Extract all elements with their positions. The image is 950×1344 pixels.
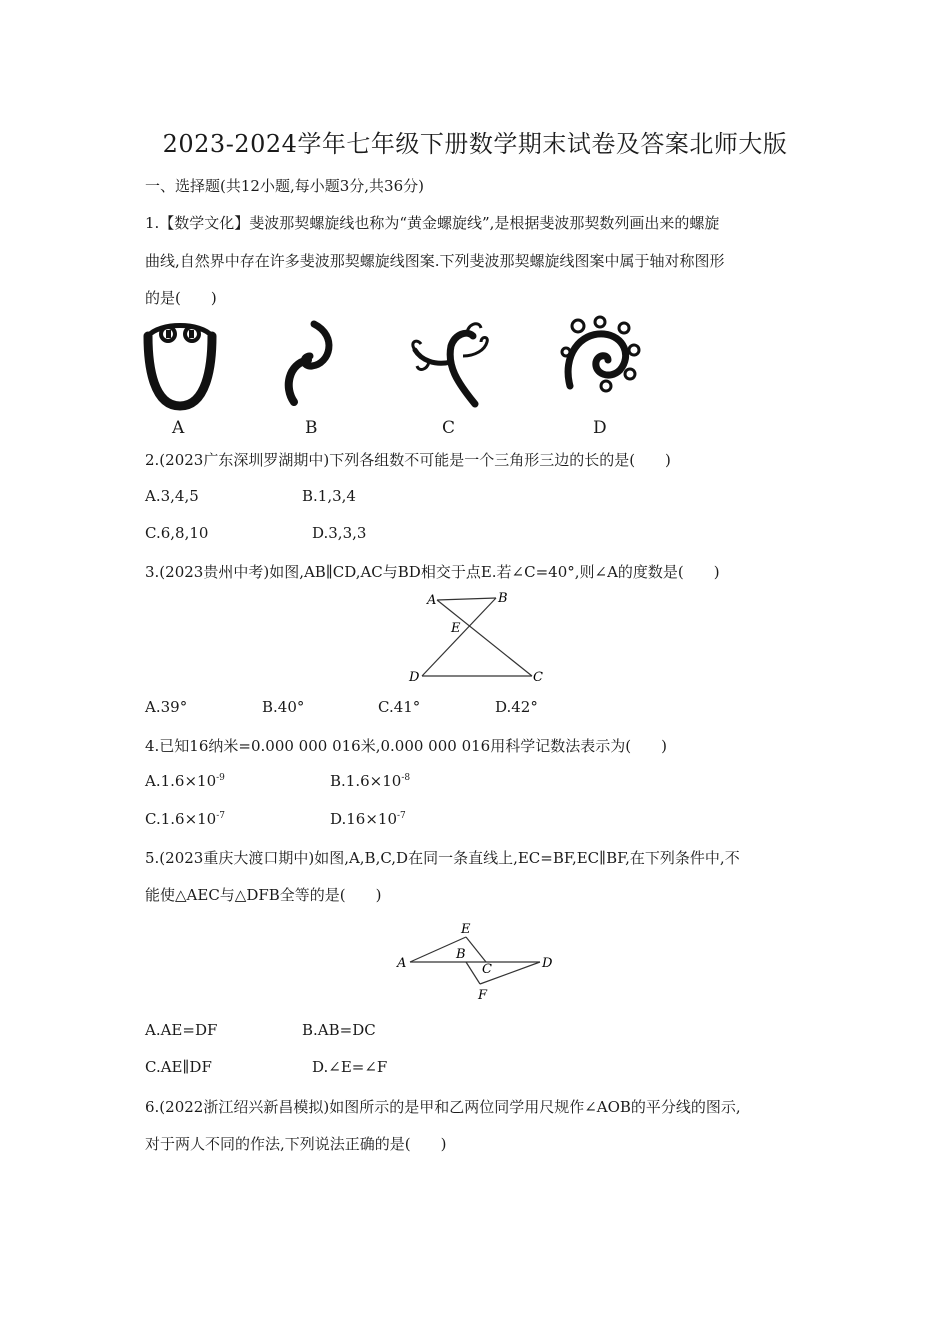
spiral-figure-a [140,318,220,410]
point-label-b: B [456,947,466,962]
q3-geometry-figure [400,588,560,688]
q5-option-a[interactable]: A.AE=DF [145,1021,218,1039]
q3-option-a[interactable]: A.39° [145,698,188,716]
q4-option-d-base: D.16×10 [330,810,398,828]
q5-geometry-figure [392,918,562,1008]
q5-line1: 5.(2023重庆大渡口期中)如图,A,B,C,D在同一条直线上,EC=BF,EC∥BF,在下列条件中,不 [145,849,740,867]
point-label-c: C [533,670,543,685]
q3-option-c[interactable]: C.41° [378,698,421,716]
q4-option-c-exp: -7 [216,811,226,821]
q4-option-b-exp: -8 [401,773,411,783]
q4-option-c-base: C.1.6×10 [145,810,217,828]
q2-option-d[interactable]: D.3,3,3 [312,524,367,542]
q5-option-c[interactable]: C.AE∥DF [145,1058,212,1076]
q1-line1: 1.【数学文化】斐波那契螺旋线也称为“黄金螺旋线”,是根据斐波那契数列画出来的螺旋 [145,214,720,232]
q4-option-a-exp: -9 [216,773,225,783]
q3-option-d[interactable]: D.42° [495,698,538,716]
spiral-figure-b [280,318,340,408]
point-label-c: C [482,962,492,977]
option-label-a: A [172,418,185,438]
q2-option-b[interactable]: B.1,3,4 [302,487,356,505]
section-heading: 一、选择题(共12小题,每小题3分,共36分) [145,177,424,195]
q4-option-d[interactable] [330,810,406,828]
q6-line1: 6.(2022浙江绍兴新昌模拟)如图所示的是甲和乙两位同学用尺规作∠AOB的平分线的图示, [145,1098,741,1116]
point-label-a: A [427,593,437,608]
q4-option-c[interactable] [145,810,225,828]
q5-option-b[interactable]: B.AB=DC [302,1021,376,1039]
option-label-b: B [305,418,318,438]
q4-option-a[interactable] [145,772,225,790]
point-label-e: E [451,621,461,636]
point-label-d: D [542,956,553,971]
page-title: 2023-2024学年七年级下册数学期末试卷及答案北师大版 [162,130,788,158]
q4-stem: 4.已知16纳米=0.000 000 016米,0.000 000 016用科学记数法表示为( ) [145,737,667,755]
point-label-e: E [461,922,471,937]
q1-line2: 曲线,自然界中存在许多斐波那契螺旋线图案.下列斐波那契螺旋线图案中属于轴对称图形 [145,252,725,270]
q5-line2: 能使△AEC与△DFB全等的是( ) [145,886,382,904]
q5-option-d[interactable]: D.∠E=∠F [312,1058,388,1076]
q6-line2: 对于两人不同的作法,下列说法正确的是( ) [145,1135,447,1153]
q2-stem: 2.(2023广东深圳罗湖期中)下列各组数不可能是一个三角形三边的长的是( ) [145,451,671,469]
option-label-d: D [593,418,607,438]
q3-option-b[interactable]: B.40° [262,698,305,716]
q4-option-b-base: B.1.6×10 [330,772,402,790]
spiral-figure-c [405,316,495,408]
q4-option-b[interactable] [330,772,410,790]
point-label-d: D [409,670,420,685]
q4-option-a-base: A.1.6×10 [145,772,217,790]
q2-option-c[interactable]: C.6,8,10 [145,524,209,542]
point-label-a: A [397,956,407,971]
q4-option-d-exp: -7 [397,811,406,821]
spiral-figure-d [560,316,642,392]
point-label-b: B [498,591,508,606]
point-label-f: F [478,988,488,1003]
option-label-c: C [442,418,456,438]
q3-stem: 3.(2023贵州中考)如图,AB∥CD,AC与BD相交于点E.若∠C=40°,则∠A的度数是( ) [145,563,720,581]
q2-option-a[interactable]: A.3,4,5 [145,487,199,505]
q1-line3: 的是( ) [145,289,217,307]
